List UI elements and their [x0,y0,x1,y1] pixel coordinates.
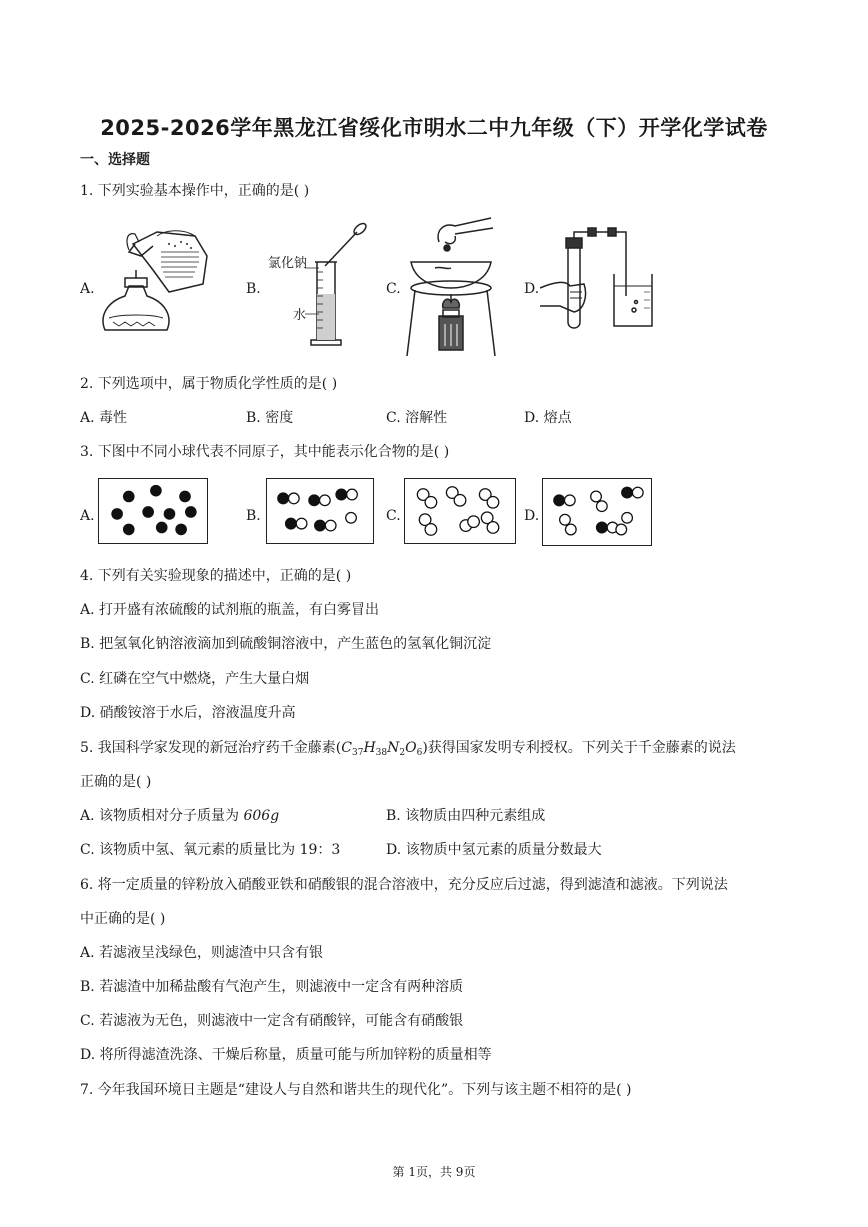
q4-option-a: A. 打开盛有浓硫酸的试剂瓶的瓶盖，有白雾冒出 [80,602,380,618]
q3-box-b-mixed-diatomic-molecules [266,478,374,544]
q1-figure-b-label-water: 水 [293,308,307,323]
q6-option-a: A. 若滤液呈浅绿色，则滤渣中只含有银 [80,945,324,961]
question-5-stem [80,738,736,763]
q2-option-a: A. 毒性 [80,410,128,426]
q6-option-d: D. 将所得滤渣洗涤、干燥后称量，质量可能与所加锌粉的质量相等 [80,1047,492,1063]
q4-option-c: C. 红磷在空气中燃烧，产生大量白烟 [80,671,310,687]
q5-option-a: A. 该物质相对分子质量为 606g [80,808,280,824]
section-heading: 一、选择题 [80,152,150,168]
q1-figure-c-evaporating-dish-on-tripod [405,212,500,358]
q3-option-d-label: D. [524,508,540,524]
q2-option-c: C. 溶解性 [386,410,448,426]
question-6-stem-continued: 中正确的是( ) [80,911,166,927]
q1-option-d-label: D. [524,281,540,297]
question-5-stem-continued: 正确的是( ) [80,774,152,790]
q4-option-d: D. 硝酸铵溶于水后，溶液温度升高 [80,705,296,721]
question-6-stem: 6. 将一定质量的锌粉放入硝酸亚铁和硝酸银的混合溶液中，充分反应后过滤，得到滤渣和滤液。下列说法 [80,877,728,893]
exam-title: 2025-2026学年黑龙江省绥化市明水二中九年级（下）开学化学试卷 [100,116,768,140]
q1-figure-a-pouring-liquid-into-alcohol-lamp [95,222,220,348]
q5-formula: $C_{37}H_{38}N_2O_6$ [341,740,423,758]
q3-option-a-label: A. [80,508,95,524]
question-7-stem: 7. 今年我国环境日主题是“建设人与自然和谐共生的现代化”。下列与该主题不相符的是( ) [80,1082,632,1098]
q2-option-b: B. 密度 [246,410,294,426]
q5-stem-pre: 5. 我国科学家发现的新冠治疗药千金藤素( [80,740,342,756]
q3-option-b-label: B. [246,508,261,524]
q3-box-d-mixed-molecules [542,478,652,546]
page-footer: 第 1页，共 9页 [392,1165,476,1179]
q1-figure-d-gas-airtightness-check [540,226,662,334]
question-1-stem: 1. 下列实验基本操作中，正确的是( ) [80,183,310,199]
q5-option-b: B. 该物质由四种元素组成 [386,808,546,824]
q3-box-a-single-element-atoms [98,478,208,544]
q1-option-b-label: B. [246,281,261,297]
q6-option-b: B. 若滤渣中加稀盐酸有气泡产生，则滤液中一定含有两种溶质 [80,979,464,995]
question-4-stem: 4. 下列有关实验现象的描述中，正确的是( ) [80,568,352,584]
q6-option-c: C. 若滤液为无色，则滤液中一定含有硝酸锌，可能含有硝酸银 [80,1013,464,1029]
q1-figure-b-measuring-cylinder [305,222,375,350]
q3-option-c-label: C. [386,508,401,524]
q1-figure-b-label-salt: 氯化钠 [268,256,308,271]
q5-stem-post: )获得国家发明专利授权。下列关于千金藤素的说法 [422,740,736,756]
q2-option-d: D. 熔点 [524,410,572,426]
q4-option-b: B. 把氢氧化钠溶液滴加到硫酸铜溶液中，产生蓝色的氢氧化铜沉淀 [80,636,492,652]
q1-option-c-label: C. [386,281,401,297]
q3-box-c-white-diatomic-molecules [404,478,516,544]
q5-option-d: D. 该物质中氢元素的质量分数最大 [386,842,602,858]
question-2-stem: 2. 下列选项中，属于物质化学性质的是( ) [80,376,338,392]
q5-option-c: C. 该物质中氢、氧元素的质量比为 19：3 [80,842,341,858]
q1-option-a-label: A. [80,281,95,297]
question-3-stem: 3. 下图中不同小球代表不同原子，其中能表示化合物的是( ) [80,444,450,460]
